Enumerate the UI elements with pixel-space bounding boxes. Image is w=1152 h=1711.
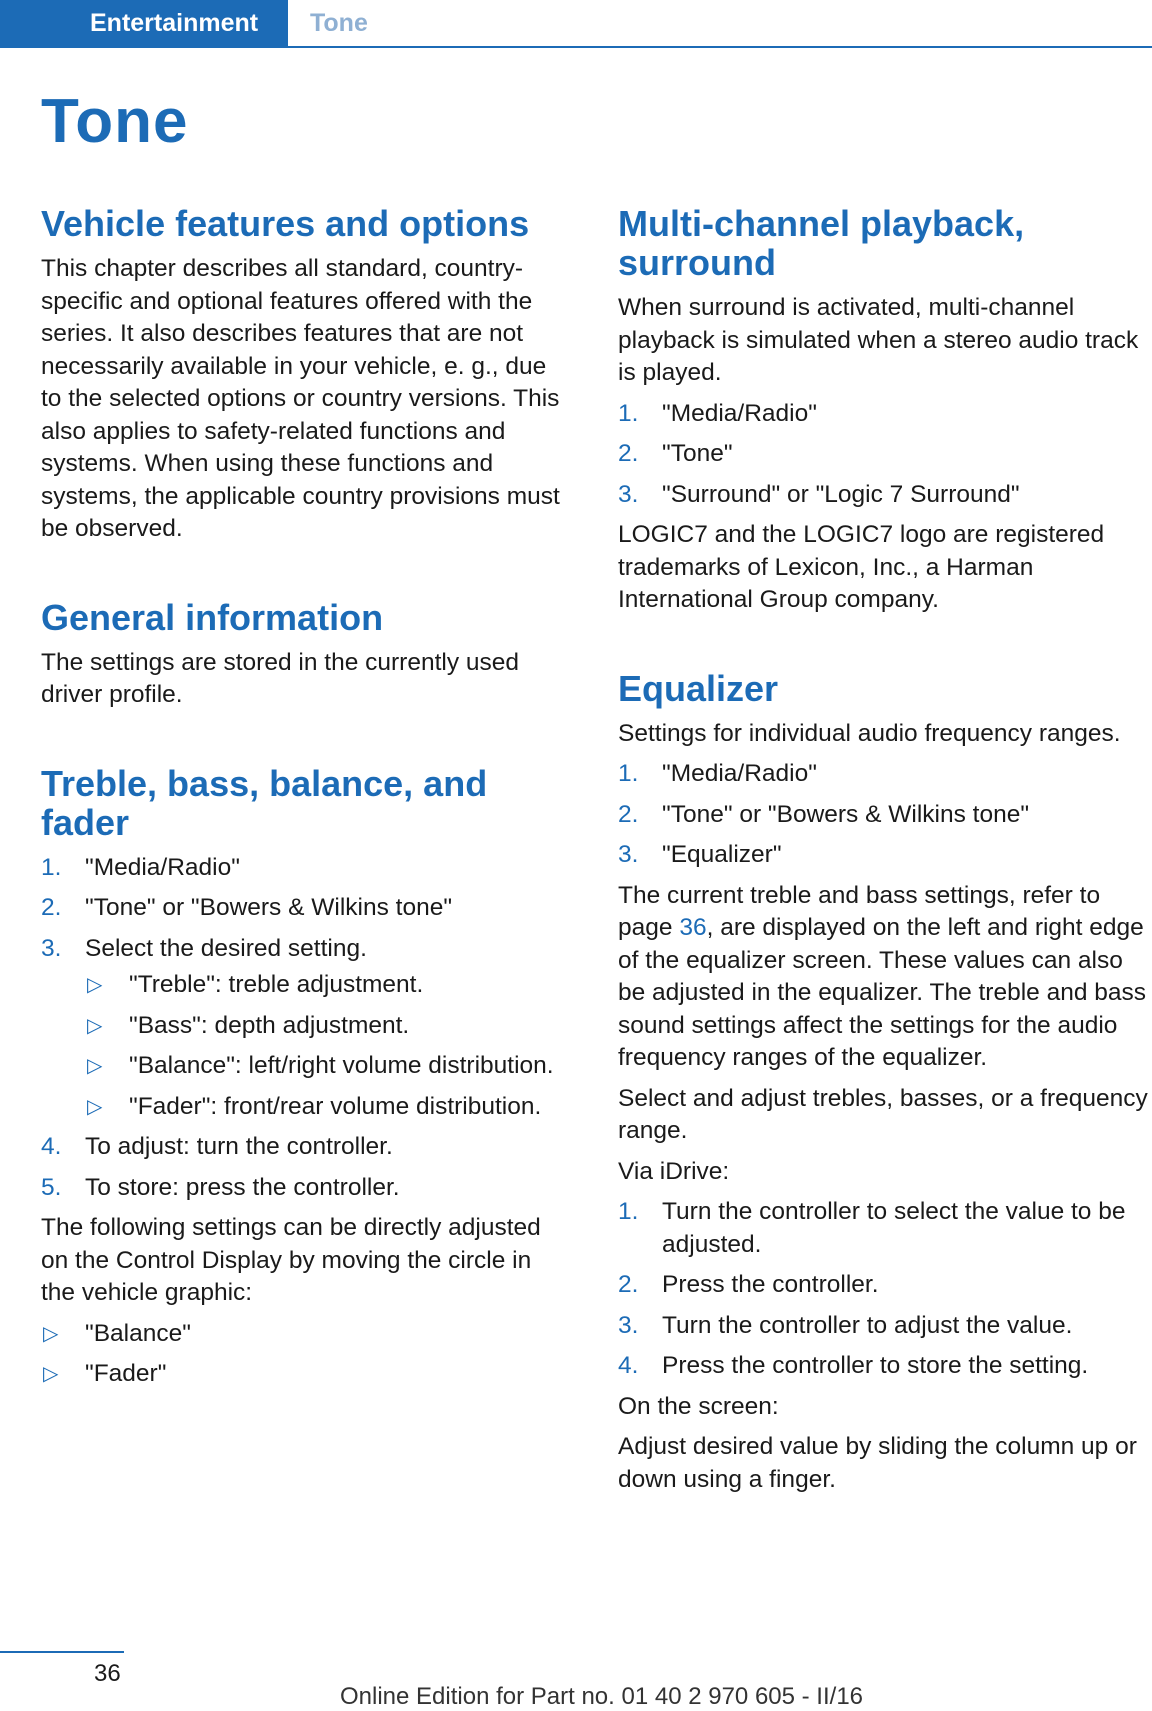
equalizer-text: Settings for individual audio frequency ranges. <box>618 719 1121 747</box>
step-number: 3. <box>618 841 639 868</box>
equalizer-settings-text <box>618 880 1148 1075</box>
step-text: "Media/Radio" <box>662 399 817 427</box>
edition-note: Online Edition for Part no. 01 40 2 970 605 - II/16 <box>340 1683 864 1710</box>
step-text: Select the desired setting. <box>85 934 367 962</box>
step-text: Turn the controller to adjust the value. <box>662 1311 1073 1339</box>
surround-text: When surround is activated, multi-channel playback is simulated when a stereo audio track is played. <box>618 294 1139 386</box>
on-screen-label: On the screen: <box>618 1392 779 1420</box>
text-run: , are displayed on the left and right edge of the equalizer screen. These values can also be adjusted in the equalizer. The treble and bass sound settings affect the settings for the audio frequency ranges of the equalizer. <box>618 914 1147 1071</box>
step-number: 2. <box>618 440 639 467</box>
header-rule <box>288 46 1152 48</box>
step-text: Press the controller. <box>662 1271 879 1298</box>
control-display-options <box>41 1318 571 1391</box>
select-adjust-text: Select and adjust trebles, basses, or a frequency range. <box>618 1084 1148 1144</box>
list-item <box>41 892 571 925</box>
step-number: 2. <box>618 800 639 828</box>
list-item <box>41 852 571 885</box>
page-title: Tone <box>41 87 189 156</box>
section-title-equalizer: Equalizer <box>618 667 779 709</box>
page-number: 36 <box>94 1660 121 1687</box>
list-item <box>41 1131 571 1164</box>
header-bar <box>0 0 1152 48</box>
list-item <box>85 969 571 1002</box>
touch-adjust-text: Adjust desired value by sliding the column up or down using a finger. <box>618 1433 1137 1493</box>
step-number: 5. <box>41 1173 62 1201</box>
step-number: 1. <box>618 760 639 787</box>
bullet-text: "Balance" <box>85 1319 191 1347</box>
list-item <box>618 1269 1148 1302</box>
list-item <box>618 479 1148 512</box>
step-number: 2. <box>618 1271 639 1298</box>
tab-entertainment-label: Entertainment <box>90 9 259 37</box>
step-number: 4. <box>41 1133 62 1160</box>
section-title-vehicle-features: Vehicle features and options <box>41 203 530 244</box>
tab-tone[interactable]: Tone <box>310 9 368 37</box>
bullet-triangle-icon: ▷ <box>43 1322 59 1345</box>
bullet-text: "Balance": left/right volume distribution. <box>129 1052 554 1079</box>
bullet-triangle-icon: ▷ <box>87 1055 103 1077</box>
list-item <box>41 933 571 1124</box>
step-text: "Tone" <box>662 440 733 467</box>
bullet-text: "Fader": front/rear volume distribution. <box>129 1092 542 1120</box>
step-text: "Equalizer" <box>662 841 782 868</box>
bullet-text: "Fader" <box>85 1360 167 1387</box>
list-item <box>618 1196 1148 1261</box>
list-item <box>618 438 1148 471</box>
step-text: "Media/Radio" <box>85 853 240 881</box>
list-item <box>618 1310 1148 1343</box>
section-title-surround: Multi-channel playback, surround <box>618 203 1025 283</box>
right-column <box>618 204 1148 1504</box>
step-text: "Tone" or "Bowers & Wilkins tone" <box>662 800 1030 828</box>
tab-entertainment[interactable] <box>0 0 288 48</box>
bullet-text: "Treble": treble adjustment. <box>129 971 424 998</box>
left-column <box>41 204 571 1399</box>
treble-bass-steps <box>41 852 571 1205</box>
step-number: 3. <box>618 480 639 508</box>
bullet-triangle-icon: ▷ <box>87 974 103 996</box>
step-number: 1. <box>618 1198 639 1225</box>
step-text: "Tone" or "Bowers & Wilkins tone" <box>85 894 453 921</box>
step-number: 2. <box>41 894 62 921</box>
general-information-text: The settings are stored in the currently used driver profile. <box>41 648 520 708</box>
step-number: 3. <box>618 1311 639 1339</box>
list-item <box>618 398 1148 431</box>
vehicle-features-text: This chapter describes all standard, country-specific and optional features offered with the series. It also describes features that are not necessarily available in your vehicle, e. g., due to the selected options or country versions. This also applies to safety-related functions and systems. When using these functions and systems, the applicable country provisions must be observed. <box>41 255 560 542</box>
equalizer-steps <box>618 758 1148 872</box>
bullet-triangle-icon: ▷ <box>43 1363 59 1385</box>
list-item <box>85 1050 571 1083</box>
step-text: Turn the controller to select the value to be adjusted. <box>662 1198 1126 1258</box>
list-item <box>618 758 1148 791</box>
page-reference-link[interactable]: 36 <box>679 914 707 941</box>
bullet-text: "Bass": depth adjustment. <box>129 1011 410 1039</box>
step-text: Press the controller to store the setting. <box>662 1352 1089 1379</box>
step-text: To store: press the controller. <box>85 1173 400 1201</box>
list-item <box>618 799 1148 832</box>
list-item <box>618 1350 1148 1383</box>
trademark-note: LOGIC7 and the LOGIC7 logo are registered trademarks of Lexicon, Inc., a Harman International Group company. <box>618 521 1105 613</box>
text-run: The current treble and bass settings, refer to page <box>618 881 1101 941</box>
step-text: "Media/Radio" <box>662 760 817 787</box>
step-number: 4. <box>618 1352 639 1379</box>
step-number: 3. <box>41 934 62 962</box>
surround-steps <box>618 398 1148 512</box>
list-item <box>618 839 1148 872</box>
section-title-treble-bass: Treble, bass, balance, and fader <box>41 762 488 843</box>
bullet-triangle-icon: ▷ <box>87 1095 103 1118</box>
step-text: "Surround" or "Logic 7 Surround" <box>662 480 1020 508</box>
via-idrive-label: Via iDrive: <box>618 1157 730 1185</box>
setting-options-list <box>85 969 571 1123</box>
footer-rule <box>0 1651 124 1653</box>
step-number: 1. <box>618 399 639 427</box>
step-text: To adjust: turn the controller. <box>85 1133 393 1160</box>
list-item <box>41 1172 571 1205</box>
control-display-note: The following settings can be directly adjusted on the Control Display by moving the circle in the vehicle graphic: <box>41 1214 541 1306</box>
step-number: 1. <box>41 853 62 881</box>
bullet-triangle-icon: ▷ <box>87 1014 103 1037</box>
list-item <box>85 1091 571 1124</box>
section-title-general-information: General information <box>41 596 384 638</box>
list-item <box>41 1358 571 1391</box>
list-item <box>41 1318 571 1351</box>
list-item <box>85 1010 571 1043</box>
idrive-steps <box>618 1196 1148 1383</box>
